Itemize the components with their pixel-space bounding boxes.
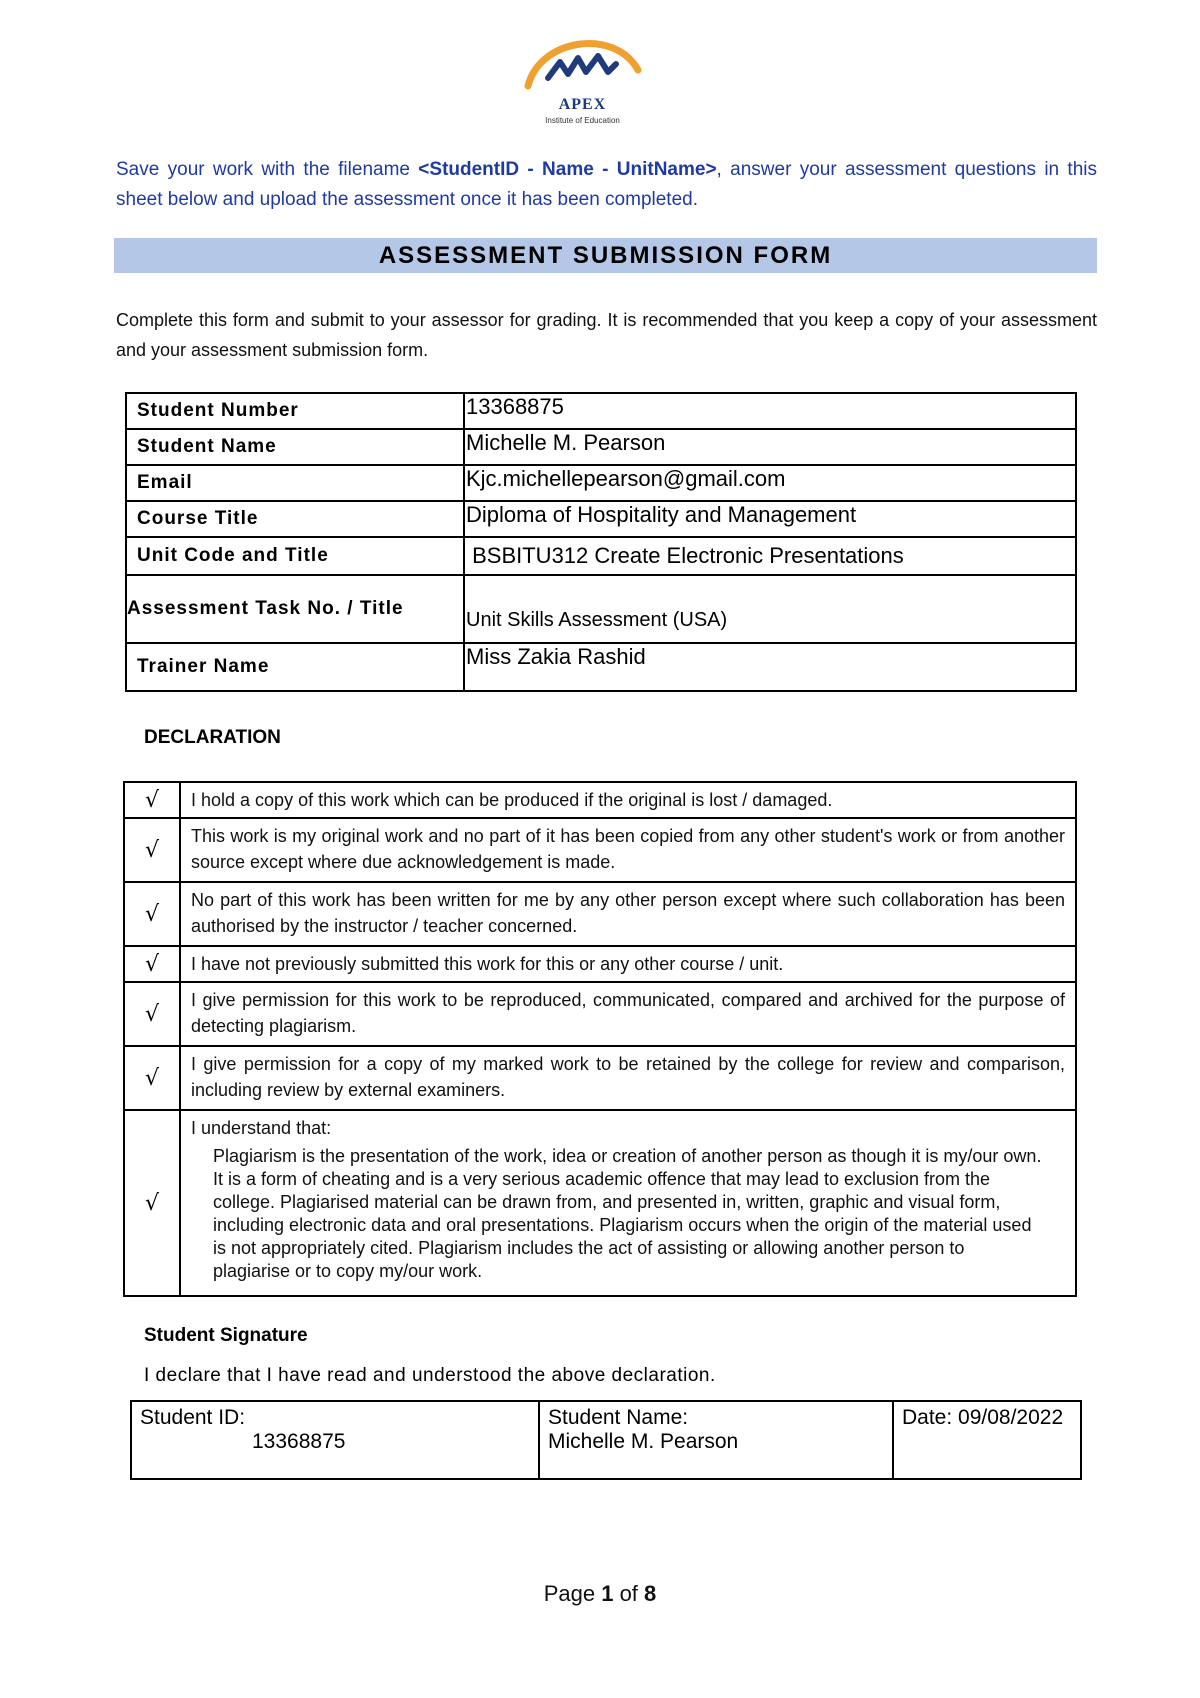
student-id-value: 13368875 bbox=[252, 1430, 346, 1453]
check-mark-icon: √ bbox=[124, 1046, 180, 1110]
student-id-label: Student ID: bbox=[140, 1406, 246, 1429]
declaration-item-plagiarism bbox=[180, 1110, 1076, 1296]
date-cell bbox=[893, 1401, 1081, 1479]
signature-row bbox=[131, 1401, 1081, 1479]
details-value: Unit Skills Assessment (USA) bbox=[464, 575, 1076, 643]
details-row bbox=[126, 465, 1076, 501]
student-name-cell bbox=[539, 1401, 893, 1479]
details-row bbox=[126, 501, 1076, 537]
instructions-suffix: , answer your assessment questions in this sheet below and upload the assessment once it has been completed. bbox=[116, 159, 1097, 210]
declaration-row bbox=[124, 982, 1076, 1046]
declaration-item: I hold a copy of this work which can be produced if the original is lost / damaged. bbox=[180, 782, 1076, 818]
student-name-value: Michelle M. Pearson bbox=[548, 1430, 739, 1453]
details-value: Kjc.michellepearson@gmail.com bbox=[464, 465, 1076, 501]
apex-logo bbox=[520, 28, 645, 133]
page-word: Page bbox=[543, 1581, 602, 1606]
declaration-item: No part of this work has been written for me by any other person except where such collaboration has been authorised by the instructor / teacher concerned. bbox=[180, 882, 1076, 946]
details-label: Trainer Name bbox=[126, 643, 464, 691]
details-label: Email bbox=[126, 465, 464, 501]
check-mark-icon: √ bbox=[124, 1110, 180, 1296]
declaration-item-lead: I understand that: bbox=[191, 1118, 332, 1138]
page-of-word: of bbox=[613, 1581, 645, 1606]
date-value: Date: 09/08/2022 bbox=[902, 1406, 1064, 1429]
details-value: 13368875 bbox=[464, 393, 1076, 429]
details-label: Student Name bbox=[126, 429, 464, 465]
plagiarism-note: Plagiarism is the presentation of the work, idea or creation of another person as though it is my/our own. It is a form of cheating and is a very serious academic offence that may lead to exclusion from the college. Plagiarised material can be drawn from, and presented in, written, graphic and visual form, including electronic data and oral presentations. Plagiarism occurs when the origin of the material used is not appropriately cited. Plagiarism includes the act of assisting or allowing another person to plagiarise or to copy my/our work. bbox=[213, 1146, 1042, 1281]
details-row bbox=[126, 429, 1076, 465]
declaration-row bbox=[124, 782, 1076, 818]
details-value: Michelle M. Pearson bbox=[464, 429, 1076, 465]
declaration-item: This work is my original work and no part of it has been copied from any other student's work or from another source except where due acknowledgement is made. bbox=[180, 818, 1076, 882]
declaration-heading: DECLARATION bbox=[144, 727, 281, 748]
page-footer bbox=[0, 1581, 1200, 1607]
declaration-item: I have not previously submitted this work for this or any other course / unit. bbox=[180, 946, 1076, 982]
details-label: Student Number bbox=[126, 393, 464, 429]
apex-logo-mark bbox=[520, 28, 645, 98]
signature-heading: Student Signature bbox=[144, 1325, 308, 1346]
student-name-label: Student Name: bbox=[548, 1406, 689, 1429]
declaration-row bbox=[124, 882, 1076, 946]
student-details-table bbox=[125, 392, 1077, 692]
check-mark-icon: √ bbox=[124, 946, 180, 982]
details-label: Assessment Task No. / Title bbox=[126, 575, 464, 643]
details-label: Unit Code and Title bbox=[126, 537, 464, 575]
declaration-item: I give permission for a copy of my marked work to be retained by the college for review and comparison, including review by external examiners. bbox=[180, 1046, 1076, 1110]
details-value: Miss Zakia Rashid bbox=[464, 643, 1076, 691]
signature-table bbox=[130, 1400, 1082, 1480]
logo-subtitle: Institute of Education bbox=[545, 116, 620, 125]
form-title: ASSESSMENT SUBMISSION FORM bbox=[114, 238, 1097, 273]
logo-name: APEX bbox=[558, 96, 607, 113]
check-mark-icon: √ bbox=[124, 982, 180, 1046]
check-mark-icon: √ bbox=[124, 818, 180, 882]
filename-pattern: <StudentID - Name - UnitName> bbox=[418, 159, 717, 180]
details-value: BSBITU312 Create Electronic Presentations bbox=[464, 537, 1076, 575]
student-id-cell bbox=[131, 1401, 539, 1479]
form-intro: Complete this form and submit to your assessor for grading. It is recommended that you keep a copy of your assessment and your assessment submission form. bbox=[116, 310, 1097, 360]
details-row bbox=[126, 393, 1076, 429]
page-total: 8 bbox=[644, 1581, 657, 1606]
declaration-item: I give permission for this work to be reproduced, communicated, compared and archived for the purpose of detecting plagiarism. bbox=[180, 982, 1076, 1046]
details-value: Diploma of Hospitality and Management bbox=[464, 501, 1076, 537]
signature-statement: I declare that I have read and understood the above declaration. bbox=[144, 1365, 716, 1386]
check-mark-icon: √ bbox=[124, 782, 180, 818]
details-row bbox=[126, 537, 1076, 575]
declaration-row bbox=[124, 1046, 1076, 1110]
upload-instructions bbox=[116, 155, 1097, 215]
declaration-row bbox=[124, 1110, 1076, 1296]
details-row bbox=[126, 575, 1076, 643]
details-label: Course Title bbox=[126, 501, 464, 537]
check-mark-icon: √ bbox=[124, 882, 180, 946]
declaration-row bbox=[124, 818, 1076, 882]
declaration-table bbox=[123, 781, 1077, 1297]
declaration-row bbox=[124, 946, 1076, 982]
page-current: 1 bbox=[601, 1581, 614, 1606]
details-row bbox=[126, 643, 1076, 691]
instructions-prefix: Save your work with the filename bbox=[116, 159, 419, 180]
